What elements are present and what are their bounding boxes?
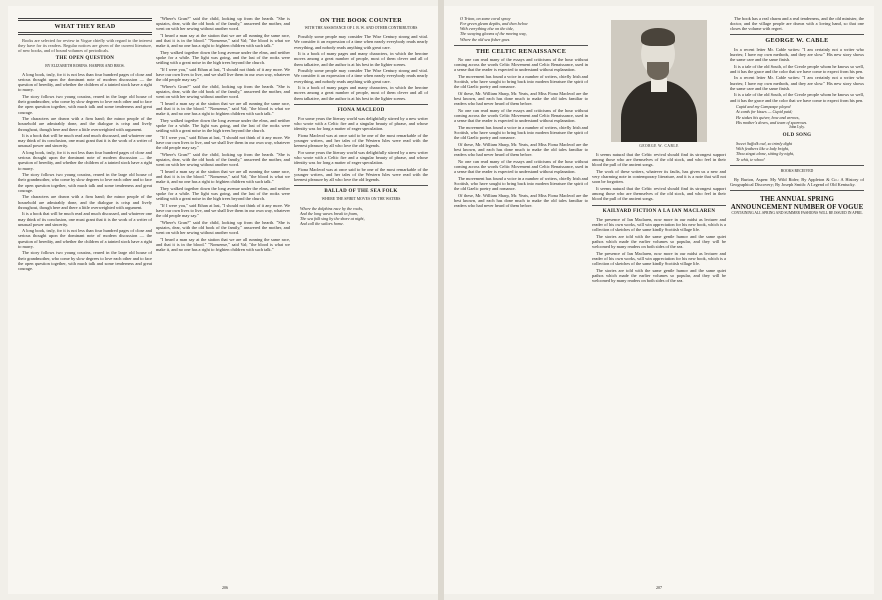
right-page: [444, 6, 874, 594]
paragraph: No one can read many of the essays and criticisms of the hour without coming across the words Celtic Movement and Celtic Renaissance, used in a sense that the reader is expected to understand without explanation.: [454, 107, 588, 124]
left-column-3: [294, 16, 428, 576]
divider: [294, 185, 428, 186]
poem-line: He stakes his quiver, bow and arrows,: [736, 114, 800, 120]
portrait-collar: [651, 78, 667, 92]
divider: [730, 34, 864, 35]
paragraph: A long book, truly, for it is not less than four hundred pages of close and serious thought upon the dominant note of modern discussion — the question of heredity, and whether the children of a tainted stock have a right to marry.: [18, 228, 152, 249]
books-received-title: BOOKS RECEIVED: [780, 168, 814, 173]
ballad-line: The sea folk sing by the shore at night,: [300, 215, 365, 221]
subsection-title: KAILYARD FICTION A LA IAN MACLAREN: [602, 208, 716, 214]
poem-line: Cupid and my Campaspe played: [736, 104, 791, 110]
paragraph: The story follows two young cousins, reared in the large old house of their grandmother, who come by slow degrees to love each other and to face the open question together, with much talk and some tenderness and great courage.: [18, 172, 152, 193]
portrait-hair: [641, 28, 675, 46]
ballad-line: And the long waves break in foam,: [300, 210, 358, 216]
intro-text: Books are selected for review in Vogue chiefly with regard to the interest they have for its readers. Regular notices are given of the current literature, of new books, and of bound volumes of periodicals.: [18, 38, 152, 54]
divider: [454, 45, 588, 46]
paragraph: The characters are drawn with a firm hand; the minor people of the household are admirably done, and the dialogue is crisp and lively throughout, though here and there a little overweighted with argument.: [18, 194, 152, 210]
poem-line: His mother's doves, and team of sparrows.: [736, 119, 808, 125]
poem-line: The swaying glooms of the moving way,: [460, 31, 527, 37]
paragraph: Possibly some people may consider The Wise Century strong and vital. We consider it an expression of a time when nearly everybody reads nearly everything, and nobody reads anything with great care.: [294, 68, 428, 84]
paragraph: No one can read many of the essays and criticisms of the hour without coming across the words Celtic Movement and Celtic Renaissance, used in a sense that the reader is expected to understand without explanation.: [454, 158, 588, 175]
ballad-line: Where the dolphins race by the rocks,: [300, 205, 364, 211]
paragraph: Fiona Macleod was at once said to be one of the most remarkable of the younger writers, and her tales of the Western Isles were read with the keenest pleasure by all who love the old legends.: [294, 166, 428, 183]
song-title: OLD SONG: [782, 132, 812, 138]
paragraph: Of these, Mr. William Sharp, Mr. Yeats, and Miss Fiona Macleod are the best known, and each has done much to make the old tales familiar to readers who had never heard of them before.: [454, 141, 588, 158]
section-title: GEORGE W. CABLE: [765, 37, 829, 45]
paragraph: The presence of Ian Maclaren, now more in our midst as lecturer and reader of his own works, will win appreciation for his new book, which is a collection of sketches of the same kindly Scottish village life.: [592, 250, 726, 266]
paragraph: "If I were you," said Ethan at last, "I should not think of it any more. We have our own lives to live, and we shall live them in our own way, whatever the old people may say.": [156, 134, 290, 151]
poem-line: O Triton, on some coral spray: [460, 16, 511, 21]
paragraph: "I heard a man say at the station that we are all running the same race, and that it is in the blood." "Nonsense," said Val; "the blood is what we make it, and no one has a right to frighten children with such talk.": [156, 168, 290, 185]
paragraph: They walked together down the long avenue under the elms, and neither spoke for a while. The light was going, and the last of the rooks were settling with a great noise in the high trees beyond the church.: [156, 185, 290, 201]
paragraph: "If I were you," said Ethan at last, "I should not think of it any more. We have our own lives to live, and we shall live them in our own way, whatever the old people may say.": [156, 202, 290, 218]
books-received-text: By Burton, Aspen: My Wild Rider; By Appleton & Co.: A History of Geographical Discovery; By Joseph Smith: A Legend of Old Kentucky.: [730, 176, 864, 188]
poem-credit: John Lyly.: [789, 124, 805, 129]
right-column-3: [730, 16, 864, 576]
paragraph: In a recent letter Mr. Cable writes: "I am certainly not a writer who hurries; I have my own methods, and they are slow." His new story shows the same care and the same finish.: [730, 75, 864, 91]
paragraph: "I heard a man say at the station that we are all running the same race, and that it is in the blood." "Nonsense," said Val; "the blood is what we make it, and no one has a right to frighten children with such talk.": [156, 100, 290, 117]
divider: [592, 205, 726, 206]
announcement-subtitle: CONTAINING ALL SPRING AND SUMMER FASHIONS WILL BE ISSUED IN APRIL: [731, 211, 863, 216]
story-title: THE OPEN QUESTION: [55, 55, 115, 61]
masthead-title: WHAT THEY READ: [54, 23, 116, 30]
divider: [730, 190, 864, 191]
ballad-byline: WHERE THE SPIRIT MOVES ON THE WATERS: [321, 197, 401, 202]
story-byline: BY ELIZABETH ROBINS. HARPER AND BROS.: [45, 63, 125, 68]
paragraph: They walked together down the long avenue under the elms, and neither spoke for a while. The light was going, and the last of the rooks were settling with a great noise in the high trees beyond the church.: [156, 49, 290, 66]
poem-line: For green gleam depths, and then below: [460, 21, 528, 27]
paragraph: A long book, truly, for it is not less than four hundred pages of close and serious thought upon the dominant note of modern discussion — the question of heredity, and whether the children of a tainted stock have a right to marry.: [18, 150, 152, 171]
masthead-rule: [18, 18, 152, 21]
paragraph: For some years the literary world was delightfully stirred by a new writer who wrote with a Celtic fire and a singular beauty of phrase, and whose identity was for long a matter of eager speculation.: [294, 149, 428, 166]
paragraph: "Where's Gran?" said the child, looking up from the hearth. "She is upstairs, dear, with the old book of the family," answered the mother, and went on with her sewing without another word.: [156, 83, 290, 100]
song-line: Sweet Suffolk owl, so trimly dight: [736, 141, 793, 147]
ballad-line: And call the sailors home.: [300, 221, 344, 226]
paragraph: "Where's Gran?" said the child, looking up from the hearth. "She is upstairs, dear, with the old book of the family," answered the mother, and went on with her sewing without another word.: [156, 16, 290, 32]
paragraph: Of these, Mr. William Sharp, Mr. Yeats, and Miss Fiona Macleod are the best known, and each has done much to make the old tales familiar to readers who had never heard of them before.: [454, 192, 588, 208]
paragraph: The stories are told with the same gentle humor and the same quiet pathos which made the earlier volumes so popular, and they will be welcomed by many readers on both sides of the sea.: [592, 233, 726, 249]
paragraph: The characters are drawn with a firm hand; the minor people of the household are admirably done, and the dialogue is crisp and lively throughout, though here and there a little overweighted with argument.: [18, 116, 152, 132]
poem-line: With everything else on the tide,: [460, 26, 514, 32]
section-byline: WITH THE ASSISTANCE OF J. B. W. AND OTHER CONTRIBUTORS: [304, 26, 418, 31]
paragraph: The movement has found a voice in a number of writers, chiefly Irish and Scottish, who have sought to bring back into modern literature the spirit of the old Gaelic poetry and romance.: [454, 73, 588, 90]
page-number: 206: [222, 585, 228, 590]
left-column-1: [18, 16, 152, 576]
paragraph: The presence of Ian Maclaren, now more in our midst as lecturer and reader of his own works, will win appreciation for his new book, which is a collection of sketches of the same kindly Scottish village life.: [592, 216, 726, 233]
paragraph: "I heard a man say at the station that we are all running the same race, and that it is in the blood." "Nonsense," said Val; "the blood is what we make it, and no one has a right to frighten children with such talk.": [156, 236, 290, 252]
paragraph: It seems natural that the Celtic revival should find its strongest support among those who are themselves of the old stock, and who feel in their blood the pull of the ancient songs.: [592, 186, 726, 202]
paragraph: For some years the literary world was delightfully stirred by a new writer who wrote with a Celtic fire and a singular beauty of phrase, and whose identity was for long a matter of eager speculation.: [294, 115, 428, 132]
paragraph: "I heard a man say at the station that we are all running the same race, and that it is in the blood." "Nonsense," said Val; "the blood is what we make it, and no one has a right to frighten children with such talk.": [156, 32, 290, 49]
masthead-rule-bottom: [18, 32, 152, 35]
paragraph: It seems natural that the Celtic revival should find its strongest support among those who are themselves of the old stock, and who feel in their blood the pull of the ancient songs.: [592, 152, 726, 168]
paragraph: It is a tale of the old South, of the Creole people whom he knows so well, and it has the grace and the color that we have come to expect from his pen.: [730, 92, 864, 103]
poem-line: Where the old sea fisher goes.: [460, 36, 511, 42]
paragraph: It is a tale of the old South, of the Creole people whom he knows so well, and it has the grace and the color that we have come to expect from his pen.: [730, 63, 864, 74]
song-line: Thou singst alone, sitting by night,: [736, 151, 795, 157]
paragraph: It is a book that will be much read and much discussed, and whatever one may think of its conclusion, one must grant that it is the work of a writer of unusual power and sincerity.: [18, 211, 152, 227]
right-column-2: [592, 16, 726, 576]
paragraph: "Where's Gran?" said the child, looking up from the hearth. "She is upstairs, dear, with the old book of the family," answered the mother, and went on with her sewing without another word.: [156, 151, 290, 168]
subsection-title: FIONA MACLEOD: [337, 107, 385, 113]
paragraph: Of these, Mr. William Sharp, Mr. Yeats, and Miss Fiona Macleod are the best known, and each has done much to make the old tales familiar to readers who had never heard of them before.: [454, 90, 588, 107]
paragraph: Fiona Macleod was at once said to be one of the most remarkable of the younger writers, and her tales of the Western Isles were read with the keenest pleasure by all who love the old legends.: [294, 132, 428, 149]
paragraph: The work of these writers, whatever its faults, has given us a new and very charming note in contemporary literature, and it is a note that will not soon be forgotten.: [592, 169, 726, 185]
paragraph: They walked together down the long avenue under the elms, and neither spoke for a while. The light was going, and the last of the rooks were settling with a great noise in the high trees beyond the church.: [156, 117, 290, 134]
portrait-caption: GEORGE W. CABLE: [639, 144, 679, 148]
ballad-title: BALLAD OF THE SEA FOLK: [324, 189, 398, 195]
paragraph: The story follows two young cousins, reared in the large old house of their grandmother, who come by slow degrees to love each other and to face the open question together, with much talk and some tenderness and great courage.: [18, 94, 152, 115]
paragraph: It is a book of many pages and many characters, in which the heroine moves among a great number of people, most of them clever and all of them talkative, and the author is at his best in the lighter scenes.: [294, 85, 428, 101]
paragraph: The stories are told with the same gentle humor and the same quiet pathos which made the earlier volumes so popular, and they will be welcomed by many readers on both sides of the sea.: [592, 267, 726, 283]
paragraph: The book has a real charm and a real tenderness, and the old minister, the doctor, and the village people are drawn with a loving hand, so that one closes the volume with regret.: [730, 16, 864, 32]
portrait-beard: [647, 62, 669, 80]
paragraph: It is a book that will be much read and much discussed, and whatever one may think of its conclusion, one must grant that it is the work of a writer of unusual power and sincerity.: [18, 133, 152, 149]
paragraph: It is a book of many pages and many characters, in which the heroine moves among a great number of people, most of them clever and all of them talkative, and the author is at his best in the lighter scenes.: [294, 51, 428, 67]
paragraph: The movement has found a voice in a number of writers, chiefly Irish and Scottish, who have sought to bring back into modern literature the spirit of the old Gaelic poetry and romance.: [454, 175, 588, 192]
paragraph: A long book, truly, for it is not less than four hundred pages of close and serious thought upon the dominant note of modern discussion — the question of heredity, and whether the children of a tainted stock have a right to marry.: [18, 71, 152, 93]
paragraph: The movement has found a voice in a number of writers, chiefly Irish and Scottish, who have sought to bring back into modern literature the spirit of the old Gaelic poetry and romance.: [454, 124, 588, 141]
paragraph: "Where's Gran?" said the child, looking up from the hearth. "She is upstairs, dear, with the old book of the family," answered the mother, and went on with her sewing without another word.: [156, 219, 290, 235]
portrait-image: [611, 20, 707, 142]
song-line: Te whit, te whoo!: [736, 156, 765, 162]
paragraph: Possibly some people may consider The Wise Century strong and vital. We consider it an expression of a time when nearly everybody reads nearly everything, and nobody reads anything with great care.: [294, 34, 428, 50]
paragraph: No one can read many of the essays and criticisms of the hour without coming across the words Celtic Movement and Celtic Renaissance, used in a sense that the reader is expected to understand without explanation.: [454, 56, 588, 73]
right-column-1: [454, 16, 588, 576]
section-title: ON THE BOOK COUNTER: [319, 17, 403, 24]
left-page: [8, 6, 438, 594]
paragraph: In a recent letter Mr. Cable writes: "I am certainly not a writer who hurries; I have my own methods, and they are slow." His new story shows the same care and the same finish.: [730, 46, 864, 62]
announcement-title: THE ANNUAL SPRING ANNOUNCEMENT NUMBER OF VOGUE: [730, 195, 864, 212]
paragraph: "If I were you," said Ethan at last, "I should not think of it any more. We have our own lives to live, and we shall live them in our own way, whatever the old people may say.": [156, 66, 290, 83]
section-title: THE CELTIC RENAISSANCE: [475, 47, 567, 55]
song-line: With feathers like a lady bright,: [736, 146, 790, 152]
poem-line: At cards for kisses — Cupid paid;: [736, 109, 793, 115]
divider: [294, 104, 428, 105]
left-column-2: [156, 16, 290, 576]
divider: [730, 165, 864, 166]
paragraph: The story follows two young cousins, reared in the large old house of their grandmother, who come by slow degrees to love each other and to face the open question together, with much talk and some tenderness and great courage.: [18, 250, 152, 271]
page-number: 207: [656, 585, 662, 590]
